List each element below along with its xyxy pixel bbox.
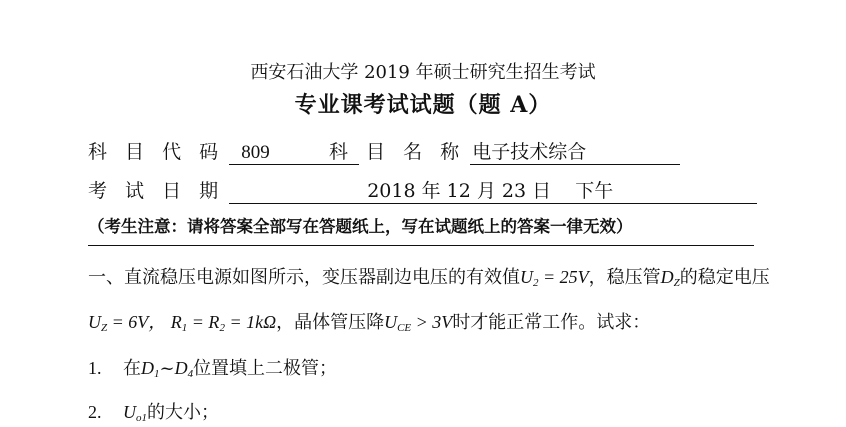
uz-sub: Z — [101, 322, 108, 334]
exam-header-line2: 专业课考试试题（题 A） — [294, 92, 552, 118]
u2-var: U — [520, 267, 533, 287]
item-1-number: 1. — [88, 358, 102, 378]
r-eq: = R — [187, 312, 220, 332]
d1-symbol — [141, 358, 160, 378]
d4-var: D — [174, 358, 188, 378]
dz-sub: Z — [673, 277, 680, 289]
item-2-number: 2. — [88, 402, 102, 422]
tilde: ~ — [159, 358, 175, 379]
d4-symbol — [175, 358, 194, 378]
subject-row — [88, 137, 359, 165]
uo1-sub: o1 — [135, 412, 147, 424]
item-1-post: 位置填上二极管； — [193, 358, 338, 379]
dz-var: D — [660, 267, 674, 287]
uz-symbol — [88, 312, 107, 332]
item-2-post: 的大小； — [146, 402, 219, 423]
uz-var: U — [88, 312, 101, 332]
exam-date-label: 考 试 日 期 — [88, 180, 225, 202]
item-1-pre: 在 — [122, 358, 141, 379]
exam-date-text: 2018 年 12 月 23 日 下午 — [367, 180, 614, 202]
subject-name-group — [329, 137, 680, 165]
uce-value: > 3V — [411, 312, 453, 332]
question-line-1 — [88, 263, 770, 289]
subject-name-text: 电子技术综合 — [472, 141, 587, 163]
r-val: = 1kΩ — [224, 312, 277, 332]
uo1-var: U — [122, 402, 136, 422]
r-text-a: ， R — [148, 312, 182, 332]
subject-code-text: 809 — [241, 142, 270, 163]
item-1 — [88, 354, 337, 380]
r-text — [148, 312, 276, 332]
question-line2-c: 时才能正常工作。试求： — [452, 312, 651, 333]
u2-sub: 2 — [533, 277, 539, 289]
d1-sub: 1 — [153, 368, 160, 380]
subject-code-label: 科 目 代 码 — [88, 141, 225, 163]
question-line-2 — [88, 308, 650, 334]
uz-value: = 6V — [107, 312, 149, 332]
item-2 — [88, 398, 219, 424]
uce-var: U — [384, 312, 398, 332]
header-divider — [88, 245, 754, 246]
subject-name-value — [470, 140, 680, 165]
uce-sub: CE — [397, 322, 412, 334]
question-intro-b: ，稳压管 — [588, 267, 661, 288]
u2-value: = 25V — [538, 267, 589, 287]
exam-date-row — [88, 176, 757, 204]
d1-var: D — [140, 358, 154, 378]
candidate-notice: （考生注意：请将答案全部写在答题纸上，写在试题纸上的答案一律无效） — [88, 217, 633, 236]
exam-header-line1: 西安石油大学 2019 年硕士研究生招生考试 — [250, 62, 596, 83]
subject-name-label: 科 目 名 称 — [329, 141, 466, 163]
r1-sub: 1 — [181, 322, 188, 334]
d4-sub: 4 — [187, 368, 194, 380]
u2-symbol — [520, 267, 539, 287]
uo1-symbol — [123, 402, 147, 422]
question-line2-b: ，晶体管压降 — [276, 312, 385, 333]
r2-sub: 2 — [219, 322, 225, 334]
dz-symbol — [661, 267, 680, 287]
question-intro-c: 的稳定电压 — [679, 267, 770, 288]
uce-symbol — [384, 312, 411, 332]
exam-date-value — [229, 179, 757, 204]
question-intro-a: 一、直流稳压电源如图所示，变压器副边电压的有效值 — [88, 267, 520, 288]
